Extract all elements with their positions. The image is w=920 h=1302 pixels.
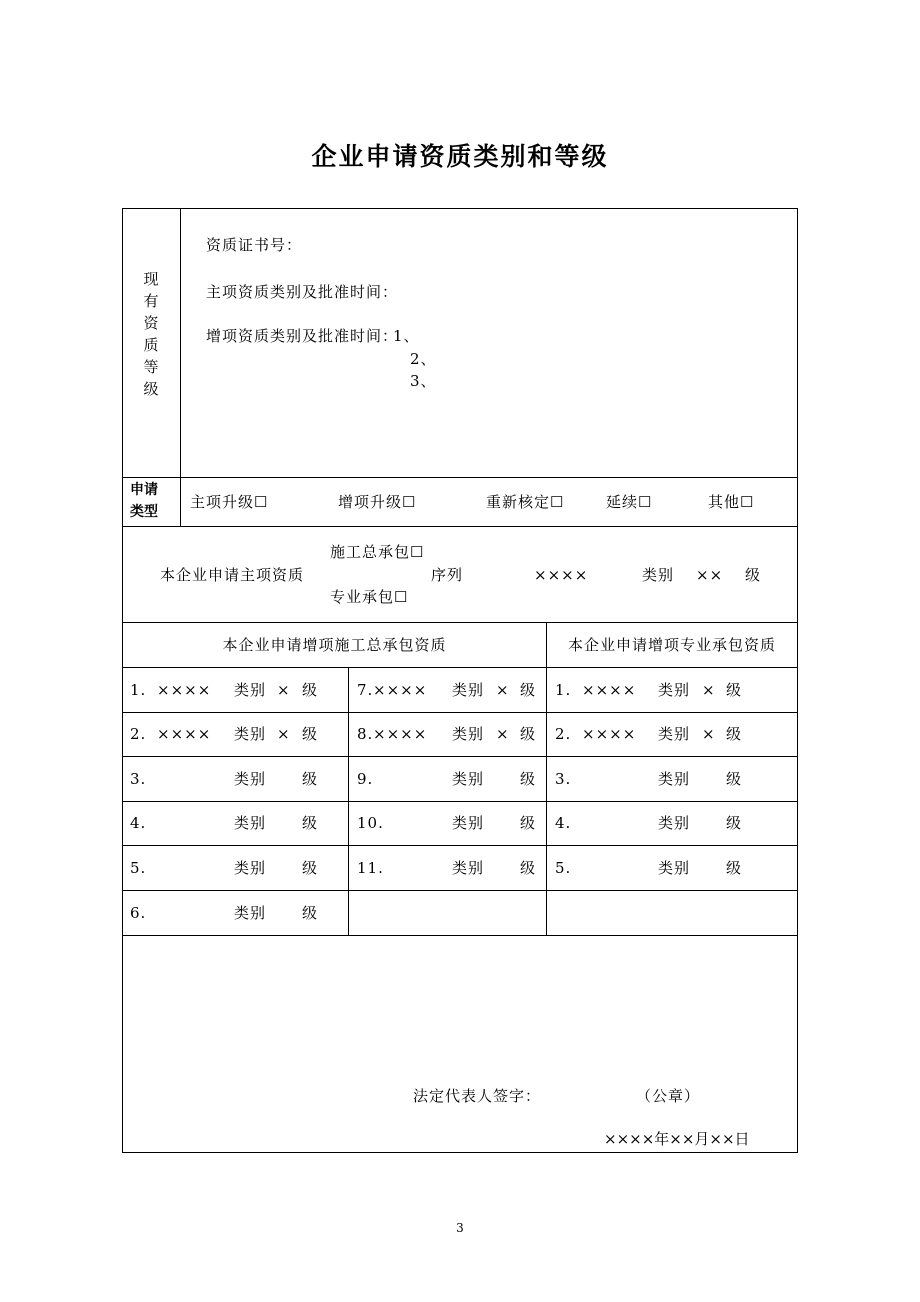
cert-number-label: 资质证书号： — [206, 236, 303, 254]
row-category: 类别 — [234, 859, 267, 877]
row-category: 类别 — [234, 681, 267, 699]
row-name: ×××× — [157, 725, 212, 743]
current-qualification-label: 现 有 资 质 等 级 — [143, 270, 159, 398]
row-level: 级 — [302, 904, 319, 922]
grade-placeholder: ×× — [696, 566, 724, 584]
row-category: 类别 — [452, 859, 485, 877]
row-level: 级 — [302, 770, 319, 788]
row-category: 类别 — [452, 814, 485, 832]
row-number: 5. — [130, 859, 147, 877]
row-category: 类别 — [658, 814, 691, 832]
row-category: 类别 — [658, 770, 691, 788]
option-extend[interactable]: 延续☐ — [606, 493, 653, 511]
row-level: 级 — [302, 725, 319, 743]
row-level: 级 — [520, 770, 537, 788]
row-category: 类别 — [658, 859, 691, 877]
option-specialty-contracting[interactable]: 专业承包☐ — [330, 588, 409, 606]
row-number: 4. — [130, 814, 147, 832]
option-other[interactable]: 其他☐ — [708, 493, 755, 511]
row-level: 级 — [726, 859, 743, 877]
option-main-upgrade[interactable]: 主项升级☐ — [190, 493, 269, 511]
official-seal-label: （公章） — [636, 1087, 701, 1105]
sequence-placeholder: ×××× — [534, 566, 589, 584]
row-number: 9. — [357, 770, 374, 788]
category-label: 类别 — [642, 566, 675, 584]
row-number: 3. — [555, 770, 572, 788]
row-level: 级 — [726, 725, 743, 743]
row-number: 1. — [555, 681, 572, 699]
row-name: ×××× — [373, 681, 428, 699]
row-grade: × — [702, 681, 716, 699]
additional-item-1: 1、 — [393, 327, 420, 345]
row-name: ×××× — [157, 681, 212, 699]
row-category: 类别 — [658, 681, 691, 699]
additional-item-2: 2、 — [410, 350, 437, 368]
row-number: 2. — [130, 725, 147, 743]
header-general-contracting: 本企业申请增项施工总承包资质 — [222, 636, 447, 654]
row-number: 7. — [357, 681, 374, 699]
row-name: ×××× — [373, 725, 428, 743]
row-number: 1. — [130, 681, 147, 699]
row-grade: × — [702, 725, 716, 743]
row-level: 级 — [302, 814, 319, 832]
row-level: 级 — [520, 725, 537, 743]
legal-rep-signature-label: 法定代表人签字： — [413, 1087, 542, 1105]
row-category: 类别 — [452, 770, 485, 788]
apply-type-label-1: 申请 — [130, 482, 158, 498]
additional-qualification-label: 增项资质类别及批准时间： — [206, 327, 399, 345]
row-number: 5. — [555, 859, 572, 877]
row-level: 级 — [302, 681, 319, 699]
row-grade: × — [496, 725, 510, 743]
row-number: 6. — [130, 904, 147, 922]
level-label: 级 — [745, 566, 762, 584]
row-level: 级 — [520, 859, 537, 877]
row-category: 类别 — [234, 814, 267, 832]
row-category: 类别 — [658, 725, 691, 743]
row-level: 级 — [726, 681, 743, 699]
row-number: 4. — [555, 814, 572, 832]
additional-item-3: 3、 — [410, 372, 437, 390]
row-number: 8. — [357, 725, 374, 743]
row-category: 类别 — [452, 681, 485, 699]
main-apply-prefix: 本企业申请主项资质 — [160, 566, 305, 584]
sequence-label: 序列 — [431, 566, 464, 584]
row-number: 2. — [555, 725, 572, 743]
option-re-verify[interactable]: 重新核定☐ — [486, 493, 565, 511]
row-level: 级 — [520, 814, 537, 832]
row-level: 级 — [520, 681, 537, 699]
row-level: 级 — [302, 859, 319, 877]
apply-type-label-2: 类型 — [130, 504, 158, 520]
row-category: 类别 — [452, 725, 485, 743]
row-name: ×××× — [582, 681, 637, 699]
date-placeholder: ××××年××月××日 — [604, 1130, 750, 1148]
row-category: 类别 — [234, 725, 267, 743]
page-number: 3 — [456, 1221, 464, 1235]
row-grade: × — [277, 681, 291, 699]
row-level: 级 — [726, 814, 743, 832]
option-additional-upgrade[interactable]: 增项升级☐ — [338, 493, 417, 511]
option-general-contracting[interactable]: 施工总承包☐ — [330, 543, 425, 561]
row-number: 3. — [130, 770, 147, 788]
row-grade: × — [496, 681, 510, 699]
header-specialty-contracting: 本企业申请增项专业承包资质 — [567, 636, 776, 654]
row-level: 级 — [726, 770, 743, 788]
row-name: ×××× — [582, 725, 637, 743]
main-qualification-label: 主项资质类别及批准时间： — [206, 283, 399, 301]
row-number: 10. — [357, 814, 384, 832]
row-category: 类别 — [234, 904, 267, 922]
row-grade: × — [277, 725, 291, 743]
row-category: 类别 — [234, 770, 267, 788]
row-number: 11. — [357, 859, 384, 877]
page-title: 企业申请资质类别和等级 — [311, 142, 609, 171]
